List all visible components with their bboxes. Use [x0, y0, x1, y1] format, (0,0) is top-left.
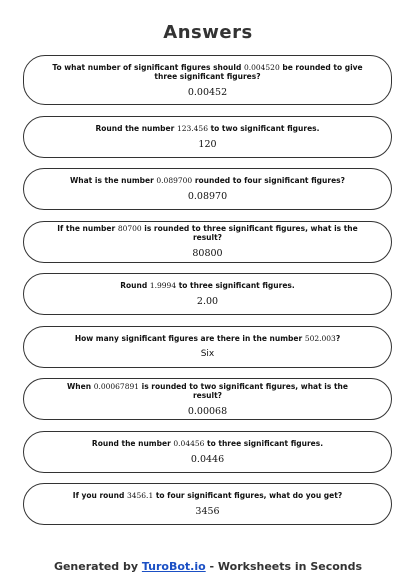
answer-text: 80800 [192, 248, 223, 259]
answer-text: 0.00452 [187, 86, 228, 98]
turobot-link[interactable]: TuroBot.io [141, 560, 206, 573]
answer-text: 3456 [195, 506, 220, 517]
question-text: Round 1.9994 to three significant figures. [120, 281, 295, 290]
answer-text: 120 [198, 138, 217, 150]
question-text: If you round 3456.1 to four significant figures, what do you get? [72, 491, 343, 500]
answer-text: 0.0446 [190, 453, 225, 465]
question-text: Round the number 123.456 to two significant figures. [95, 123, 320, 133]
question-text: How many significant figures are there in the number 502.003? [74, 334, 341, 343]
question-text: When 0.00067891 is rounded to two significant figures, what is the result? [67, 381, 348, 400]
answers-list [23, 55, 392, 536]
question-text: To what number of significant figures should 0.004520 be rounded to give three significant figures? [52, 62, 363, 81]
answer-card-4 [23, 221, 392, 263]
answer-card-1 [23, 55, 392, 105]
answer-card-7 [23, 378, 392, 420]
answer-text: 0.00068 [187, 405, 228, 417]
footer: Generated by TuroBot.io - Worksheets in Seconds [53, 560, 363, 573]
answer-card-3 [23, 168, 392, 210]
answer-card-6 [23, 326, 392, 368]
answer-card-8 [23, 431, 392, 473]
answer-text: 0.08970 [187, 191, 228, 202]
answer-text: Six [200, 349, 215, 359]
answer-card-5 [23, 273, 392, 315]
page-title: Answers [163, 22, 253, 43]
answer-card-9 [23, 483, 392, 525]
answer-text: 2.00 [196, 296, 219, 307]
question-text: If the number 80700 is rounded to three significant figures, what is the result? [57, 224, 358, 242]
question-text: What is the number 0.089700 rounded to four significant figures? [70, 176, 345, 185]
question-text: Round the number 0.04456 to three significant figures. [91, 438, 324, 448]
answer-card-2 [23, 116, 392, 158]
